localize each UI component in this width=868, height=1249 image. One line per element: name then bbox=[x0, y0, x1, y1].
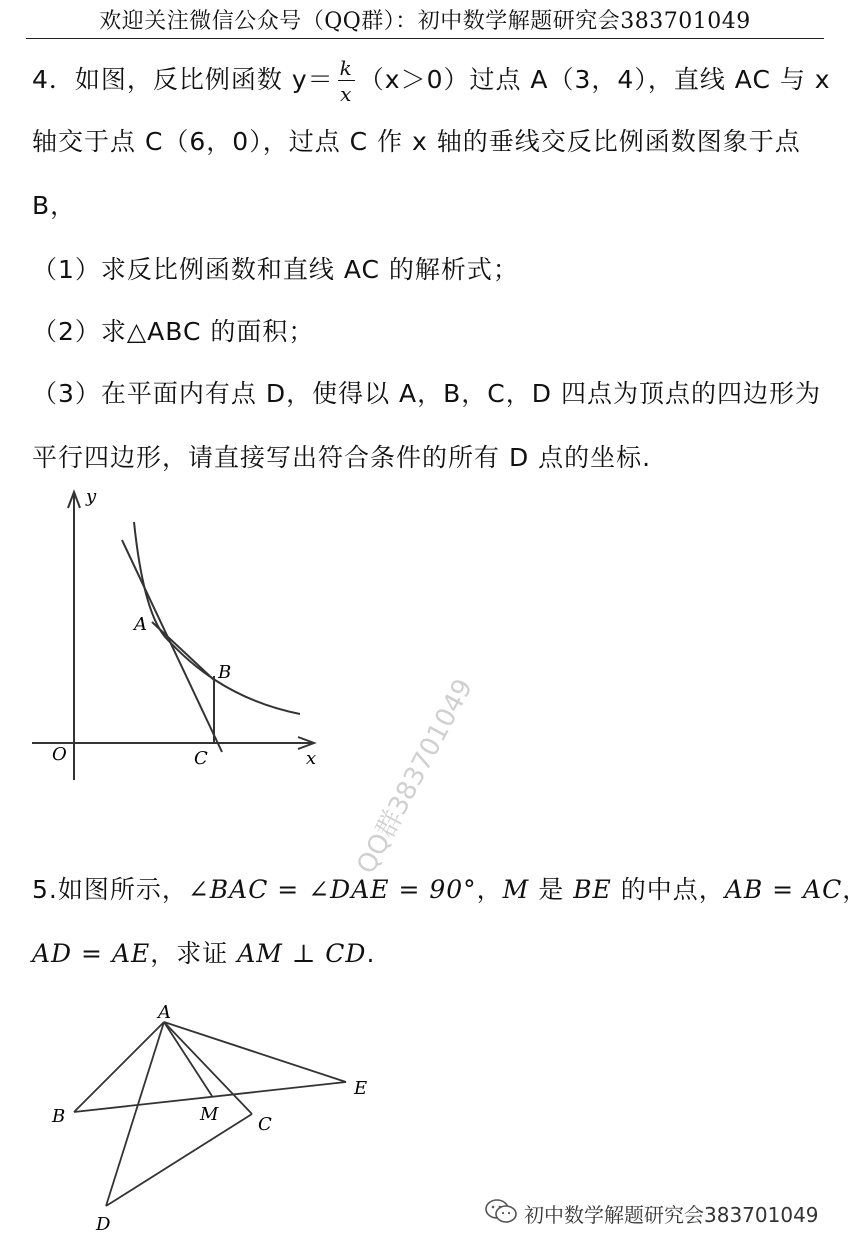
segment-am bbox=[164, 1022, 212, 1096]
watermark: QQ群383701049 bbox=[351, 674, 480, 879]
problem4-line1-a: 4．如图，反比例函数 y＝ bbox=[32, 65, 334, 94]
problem4-line2: 轴交于点 C（6，0），过点 C 作 x 轴的垂线交反比例函数图象于点 bbox=[32, 127, 801, 156]
problem4-line3: B， bbox=[32, 191, 77, 220]
problem5-sep1: ， bbox=[476, 875, 503, 904]
angle-equation: ∠BAC = ∠DAE = 90° bbox=[187, 875, 477, 904]
page-header: 欢迎关注微信公众号（QQ群）：初中数学解题研究会383701049 bbox=[99, 9, 751, 34]
problem4-question2: （2）求△ABC 的面积； bbox=[32, 317, 315, 346]
problem4-figure bbox=[0, 480, 360, 800]
label-o: O bbox=[52, 744, 67, 765]
label-e: E bbox=[354, 1078, 368, 1099]
problem5-prefix: 5.如图所示， bbox=[32, 875, 188, 904]
problem4-line1-b: （x＞0）过点 A（3，4），直线 AC 与 x bbox=[358, 65, 831, 94]
fraction-denominator: x bbox=[340, 82, 353, 106]
label-x: x bbox=[306, 748, 317, 769]
label-c: C bbox=[258, 1114, 272, 1135]
label-a: A bbox=[134, 614, 147, 635]
segment-dc bbox=[106, 1114, 252, 1206]
problem4-question1: （1）求反比例函数和直线 AC 的解析式； bbox=[32, 255, 519, 284]
problem5-sep5: ，求证 bbox=[150, 939, 238, 968]
problem5-end: . bbox=[366, 939, 376, 968]
label-m: M bbox=[200, 1104, 219, 1125]
label-b: B bbox=[218, 662, 232, 683]
fraction-numerator: k bbox=[339, 56, 353, 80]
ab-equals-ac: AB = AC bbox=[724, 875, 843, 904]
problem5-line2 bbox=[32, 934, 375, 970]
ad-equals-ae: AD = AE bbox=[32, 939, 151, 968]
problem4-question3: （3）在平面内有点 D，使得以 A，B，C，D 四点为顶点的四边形为 bbox=[32, 379, 821, 408]
var-be: BE bbox=[573, 875, 612, 904]
label-a: A bbox=[158, 1002, 171, 1023]
header-divider bbox=[26, 38, 824, 39]
label-y: y bbox=[86, 486, 97, 507]
problem5-line1 bbox=[32, 870, 868, 906]
segment-ad bbox=[106, 1022, 164, 1206]
problem5-sep4: ， bbox=[842, 875, 868, 904]
label-c: C bbox=[194, 748, 208, 769]
problem5-figure bbox=[0, 990, 400, 1240]
footer bbox=[484, 1198, 819, 1229]
segment-ae bbox=[164, 1022, 346, 1082]
am-perp-cd: AM ⊥ CD bbox=[237, 939, 367, 968]
label-b: B bbox=[52, 1106, 66, 1127]
problem4-line1 bbox=[32, 58, 831, 104]
problem5-sep2: 是 bbox=[529, 875, 574, 904]
wechat-icon bbox=[484, 1198, 518, 1229]
problem5-sep3: 的中点， bbox=[611, 875, 725, 904]
problem4-question3-cont: 平行四边形，请直接写出符合条件的所有 D 点的坐标. bbox=[32, 443, 652, 472]
fraction-k-over-x bbox=[338, 58, 355, 104]
var-m: M bbox=[502, 875, 530, 904]
line-ac bbox=[122, 540, 222, 752]
footer-text: 初中数学解题研究会383701049 bbox=[524, 1203, 819, 1227]
label-d: D bbox=[96, 1214, 111, 1235]
